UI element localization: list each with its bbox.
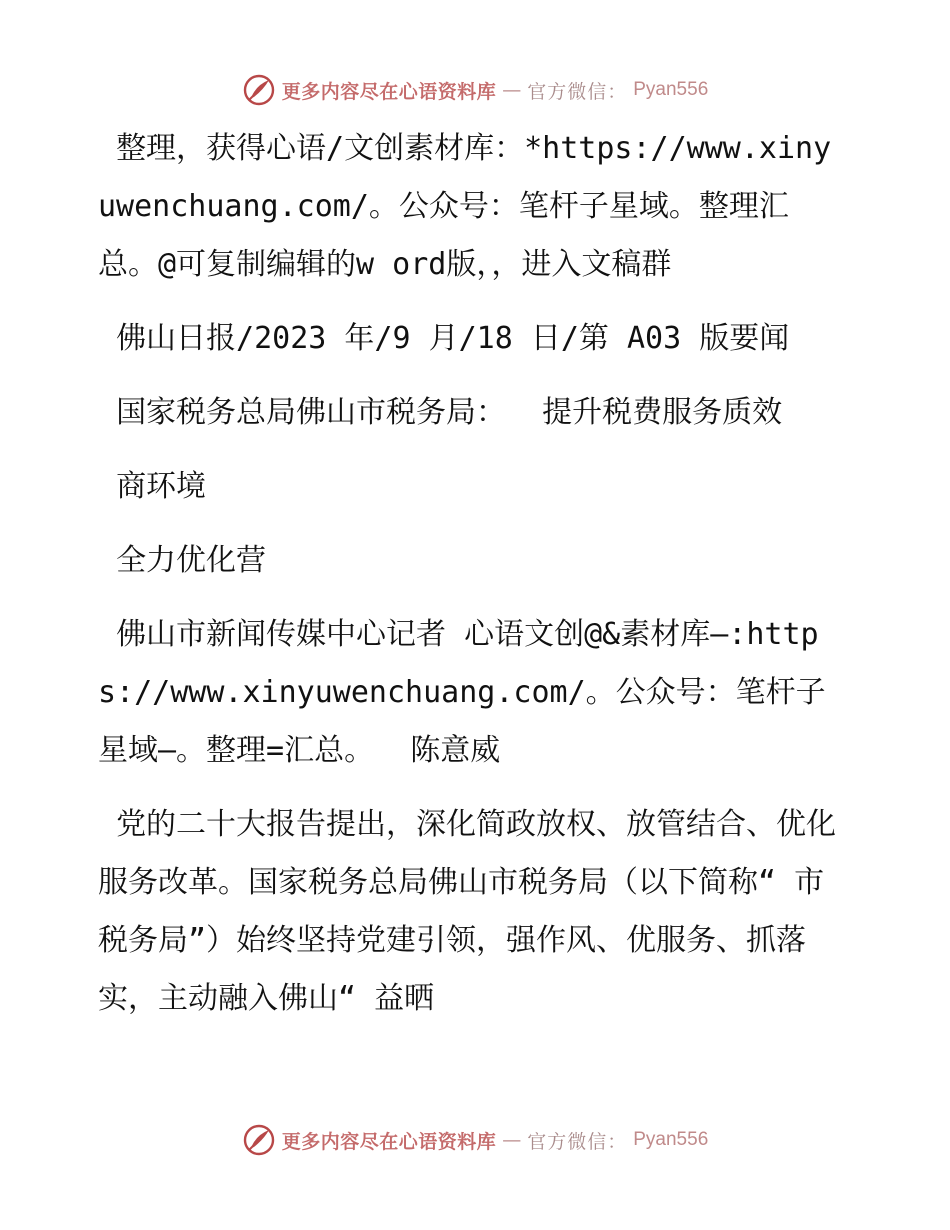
banner-contact-label: 官方微信： bbox=[527, 1130, 628, 1153]
document-body bbox=[98, 120, 838, 1044]
paragraph-publication-line: 佛山日报/2023 年/9 月/18 日/第 A03 版要闻 bbox=[98, 321, 790, 356]
banner-separator: — bbox=[502, 79, 522, 101]
paragraph-source-note: 整理，获得心语/文创素材库：*https://www.xinyuwenchuang.com/。公众号：笔杆子星域。整理汇总。@可复制编辑的w ord版，，进入文稿群 bbox=[98, 131, 832, 282]
banner-text: 更多内容尽在心语资料库 bbox=[281, 1130, 497, 1153]
banner-contact-id: Pyan556 bbox=[633, 79, 709, 100]
paragraph-body: 党的二十大报告提出，深化简政放权、放管结合、优化服务改革。国家税务总局佛山市税务局（以下简称“ 市税务局”）始终坚持党建引领，强作风、优服务、抓落实，主动融入佛山“ 益晒 bbox=[98, 807, 837, 1016]
footer-watermark-banner bbox=[0, 1120, 950, 1160]
quill-pen-logo bbox=[242, 73, 276, 107]
banner-contact-label: 官方微信： bbox=[527, 80, 628, 103]
header-watermark-banner bbox=[0, 70, 950, 110]
paragraph-headline: 国家税务总局佛山市税务局： 提升税费服务质效 bbox=[98, 395, 783, 430]
banner-text: 更多内容尽在心语资料库 bbox=[281, 80, 497, 103]
banner-separator: — bbox=[502, 1129, 522, 1151]
paragraph-headline-cont: 商环境 bbox=[98, 469, 207, 504]
banner-contact-id: Pyan556 bbox=[633, 1129, 709, 1150]
paragraph-byline: 佛山市新闻传媒中心记者 心语文创@&素材库—:https://www.xinyuwenchuang.com/。公众号：笔杆子星域—。整理=汇总。 陈意威 bbox=[98, 617, 826, 768]
paragraph-subheadline: 全力优化营 bbox=[98, 543, 267, 578]
quill-pen-logo bbox=[242, 1123, 276, 1157]
